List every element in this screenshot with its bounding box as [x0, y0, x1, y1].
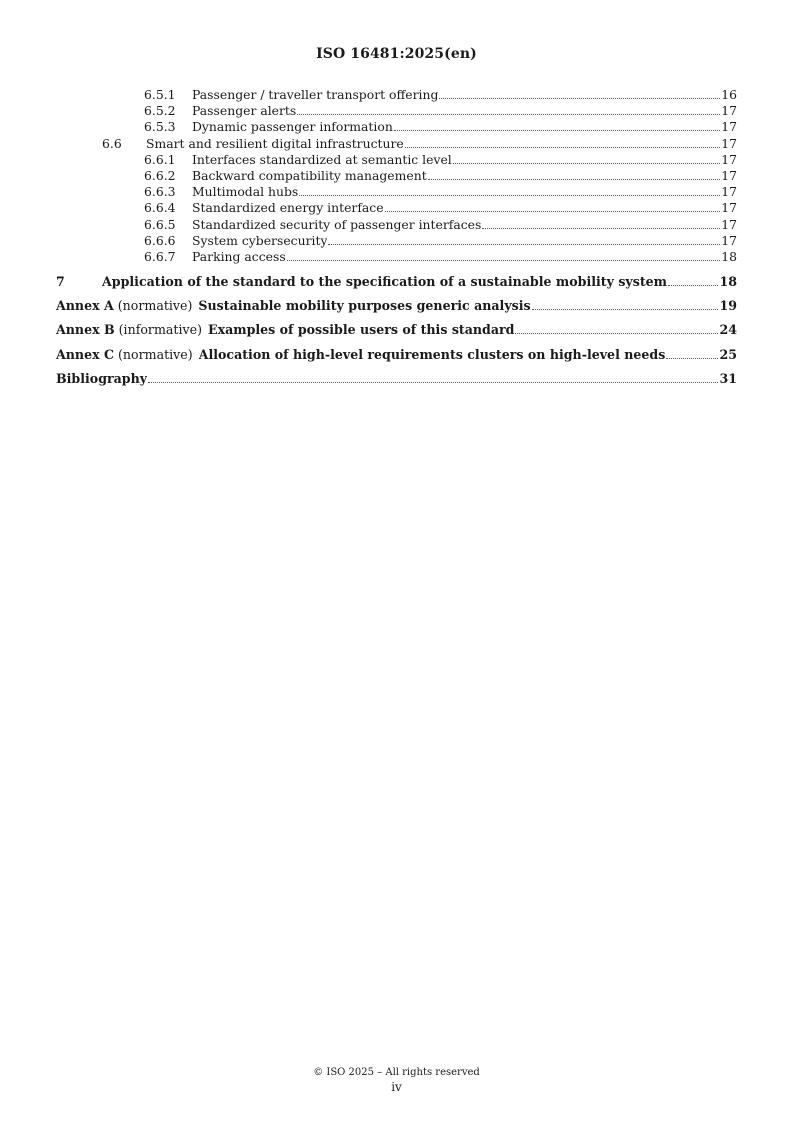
dot-leader — [482, 228, 720, 229]
page-number: iv — [391, 1080, 402, 1094]
toc-entry-page: 19 — [719, 298, 737, 314]
toc-entry-annex-a[interactable] — [56, 298, 737, 314]
toc-entry-page: 17 — [721, 151, 737, 167]
toc-entry-title: Backward compatibility management — [192, 168, 427, 184]
toc-entry-page: 17 — [721, 216, 737, 232]
toc-entry-6-6-4[interactable] — [56, 200, 737, 216]
toc-entry-page: 25 — [719, 346, 737, 362]
toc-entry-number: 6.6.1 — [144, 151, 176, 167]
dot-leader — [666, 358, 718, 359]
toc-entry-number: 6.6.6 — [144, 232, 176, 248]
toc-entry-6-6-2[interactable] — [56, 168, 737, 184]
toc-entry-6-5-1[interactable] — [56, 87, 737, 103]
toc-entry-title: Passenger alerts — [192, 103, 297, 119]
dot-leader — [148, 382, 718, 383]
copyright-notice: © ISO 2025 – All rights reserved — [313, 1067, 480, 1078]
toc-entry-number: 6.6.5 — [144, 216, 176, 232]
toc-entry-title: Multimodal hubs — [192, 184, 299, 200]
toc-entry-number: 6.6.4 — [144, 200, 176, 216]
toc-entry-bibliography[interactable] — [56, 371, 737, 387]
dot-leader — [299, 195, 720, 196]
toc-entry-page: 17 — [721, 232, 737, 248]
toc-entry-title: Dynamic passenger information — [192, 119, 393, 135]
dot-leader — [394, 130, 720, 131]
toc-entry-number: 6.6.3 — [144, 184, 176, 200]
toc-entry-page: 17 — [721, 135, 737, 151]
dot-leader — [405, 147, 720, 148]
annex-type: (informative) — [118, 322, 202, 338]
dot-leader — [453, 163, 720, 164]
toc-entry-title: Application of the standard to the specification of a sustainable mobility system — [102, 273, 667, 289]
dot-leader — [428, 179, 721, 180]
toc-entry-title: Passenger / traveller transport offering — [192, 87, 439, 102]
dot-leader — [297, 114, 720, 115]
toc-entry-title: Parking access — [192, 249, 286, 265]
dot-leader — [385, 211, 721, 212]
toc-entry-title: Standardized security of passenger interfaces — [192, 216, 482, 232]
toc-entry-page: 17 — [721, 168, 737, 184]
toc-entry-page: 16 — [721, 87, 737, 102]
toc-entry-number: 6.5.3 — [144, 119, 176, 135]
toc-entry-title: Bibliography — [56, 371, 148, 387]
toc-entry-title: Interfaces standardized at semantic level — [192, 151, 452, 167]
toc-entry-title: Sustainable mobility purposes generic analysis — [198, 298, 531, 314]
dot-leader — [515, 333, 718, 334]
annex-type: (normative) — [117, 298, 193, 314]
annex-label: Annex C — [56, 346, 115, 362]
toc-entry-6-6[interactable] — [56, 136, 737, 152]
dot-leader — [328, 244, 720, 245]
toc-entry-page: 24 — [719, 322, 737, 338]
toc-entry-page: 17 — [721, 200, 737, 216]
toc-entry-number: 6.6 — [102, 135, 122, 151]
toc-entry-title: System cybersecurity — [192, 232, 328, 248]
annex-label: Annex B — [56, 322, 115, 338]
document-header: ISO 16481:2025(en) — [316, 46, 477, 62]
toc-entry-number: 6.6.7 — [144, 249, 176, 265]
toc-entry-number: 6.5.2 — [144, 103, 176, 119]
toc-entry-title: Allocation of high-level requirements clusters on high-level needs — [198, 346, 666, 362]
toc-entry-page: 17 — [721, 103, 737, 119]
toc-entry-annex-b[interactable] — [56, 322, 737, 338]
toc-entry-page: 17 — [721, 119, 737, 135]
dot-leader — [439, 98, 720, 99]
toc-entry-annex-c[interactable] — [56, 347, 737, 363]
toc-entry-6-6-7[interactable] — [56, 249, 737, 265]
toc-entry-title: Smart and resilient digital infrastructure — [146, 135, 404, 151]
annex-type: (normative) — [118, 346, 193, 362]
toc-entry-6-5-2[interactable] — [56, 103, 737, 119]
toc-entry-6-6-6[interactable] — [56, 233, 737, 249]
toc-entry-number: 6.5.1 — [144, 87, 176, 102]
toc-entry-title: Standardized energy interface — [192, 200, 384, 216]
toc-entry-6-6-5[interactable] — [56, 217, 737, 233]
toc-entry-page: 17 — [721, 184, 737, 200]
toc-entry-number: 7 — [56, 273, 65, 289]
dot-leader — [287, 260, 720, 261]
toc-entry-6-6-3[interactable] — [56, 184, 737, 200]
toc-entry-page: 31 — [719, 371, 737, 387]
toc-entry-title: Examples of possible users of this standard — [207, 322, 515, 338]
table-of-contents — [56, 87, 737, 387]
toc-entry-clause-7[interactable] — [56, 274, 737, 290]
annex-label: Annex A — [56, 298, 114, 314]
toc-entry-6-5-3[interactable] — [56, 119, 737, 135]
toc-entry-number: 6.6.2 — [144, 168, 176, 184]
toc-entry-page: 18 — [719, 273, 737, 289]
dot-leader — [532, 309, 719, 310]
toc-entry-6-6-1[interactable] — [56, 152, 737, 168]
page-footer — [0, 1066, 793, 1094]
toc-entry-page: 18 — [721, 249, 737, 265]
dot-leader — [668, 285, 718, 286]
